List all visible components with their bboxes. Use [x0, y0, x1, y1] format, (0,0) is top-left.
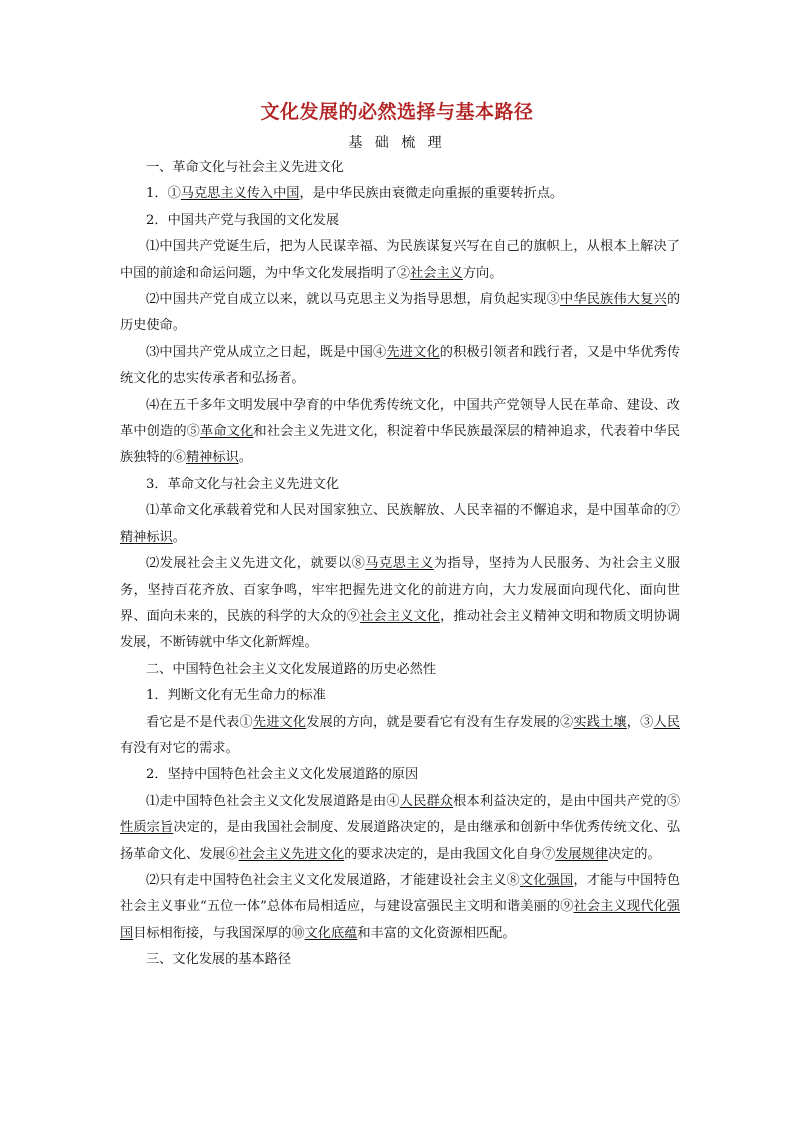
answer-text: 性质宗旨	[120, 820, 174, 836]
paragraph	[120, 657, 680, 683]
answer-text: 先进文化	[386, 344, 440, 360]
paragraph-text: 方向。	[462, 265, 503, 281]
paragraph	[120, 551, 680, 657]
paragraph-text: ⑴走中国特色社会主义文化发展道路是由④	[146, 793, 400, 809]
answer-text: 文化强国	[519, 872, 574, 888]
answer-text: 马克思主义	[365, 556, 434, 572]
answer-text: 文化底蕴	[304, 925, 358, 941]
paragraph-text: 2．坚持中国特色社会主义文化发展道路的原因	[146, 767, 419, 783]
paragraph-text: 。	[238, 450, 252, 466]
paragraph-text: ⑶中国共产党从成立之日起，既是中国④	[146, 344, 387, 360]
paragraph-text: 二、中国特色社会主义文化发展道路的历史必然性	[146, 661, 437, 677]
paragraph	[120, 208, 680, 234]
paragraph-text: 为指导，坚持为人民服务、为社会主义服务，坚持百花齐放、百家争鸣，牢牢把握先进文化的前进方向，大力发展面向现代化、面向世界、面向未来的，民族的科学的大众的⑨	[120, 556, 681, 624]
paragraph-text: ⑷在五千多年文明发展中孕育的中华优秀传统文化，中国共产党领导人民在革命、建设、改革中创造的⑤	[120, 397, 680, 440]
answer-text: 革命文化	[200, 424, 254, 440]
answer-text: 人民群众	[399, 793, 454, 809]
paragraph-text: 的历史使命。	[120, 292, 681, 334]
answer-text: 中华民族伟大复兴	[559, 292, 667, 308]
paragraph	[120, 868, 680, 947]
paragraph	[120, 498, 680, 551]
answer-text: 社会主义现代化强国	[120, 899, 681, 941]
paragraph-text: ，是中华民族由衰微走向重振的重要转折点。	[299, 186, 564, 202]
paragraph-text: 决定的，是由我国社会制度、发展道路决定的，是由继承和创新中华优秀传统文化、弘扬革命文化、发展⑥	[120, 820, 681, 862]
paragraph	[120, 340, 680, 393]
document-title: 文化发展的必然选择与基本路径	[260, 101, 534, 123]
paragraph	[120, 181, 680, 207]
paragraph	[120, 393, 680, 472]
paragraph	[120, 234, 680, 287]
answer-text: 马克思主义传入中国	[180, 186, 300, 202]
paragraph	[120, 789, 680, 868]
answer-text: 先进文化	[252, 714, 307, 730]
paragraph	[120, 472, 680, 498]
paragraph-text: ，才能与中国特色社会主义事业“五位一体”总体布局相适应，与建设富强民主文明和谐美丽的⑨	[120, 872, 681, 915]
paragraph-text: 决定的。	[607, 846, 661, 862]
paragraph	[120, 710, 680, 763]
paragraph-text: 和社会主义先进文化，积淀着中华民族最深层的精神追求，代表着中华民族独特的⑥	[120, 424, 681, 466]
answer-text: 精神标识	[120, 529, 173, 545]
paragraph-text: 和丰富的文化资源相匹配。	[357, 925, 516, 941]
paragraph-text: ⑴革命文化承载着党和人民对国家独立、民族解放、人民幸福的不懈追求，是中国革命的⑦	[146, 503, 680, 519]
paragraph-text: 发展的方向，就是要看它有没有生存发展的②	[306, 714, 574, 730]
paragraph	[120, 287, 680, 340]
paragraph-text: 的积极引领者和践行者，又是中华优秀传统文化的忠实传承者和弘扬者。	[120, 344, 681, 387]
answer-text: 社会主义先进文化	[238, 846, 345, 862]
paragraph-text: ⑵只有走中国特色社会主义文化发展道路，才能建设社会主义⑧	[146, 872, 520, 888]
paragraph-text: 的要求决定的，是由我国文化自身⑦	[344, 846, 556, 862]
paragraph-text: 根本利益决定的，是由中国共产党的⑤	[453, 793, 681, 809]
paragraph-text: ，③	[626, 714, 654, 730]
section-subtitle: 基 础 梳 理	[348, 135, 446, 151]
answer-text: 精神标识	[185, 450, 239, 466]
answer-text: 人民	[653, 714, 681, 730]
paragraph-text: 一、革命文化与社会主义先进文化	[146, 160, 344, 175]
paragraph-text: 1．①	[146, 186, 181, 202]
paragraph-text: 看它是不是代表①	[146, 714, 253, 730]
paragraph	[120, 947, 680, 973]
document-body	[120, 155, 680, 974]
paragraph	[120, 762, 680, 788]
answer-text: 实践土壤	[573, 714, 627, 730]
paragraph-text: ⑵发展社会主义先进文化，就要以⑧	[146, 556, 366, 572]
answer-text: 发展规律	[555, 846, 608, 862]
paragraph-text: 2．中国共产党与我国的文化发展	[146, 212, 340, 228]
paragraph-text: 目标相衔接，与我国深厚的⑩	[133, 925, 305, 941]
paragraph-text: ，推动社会主义精神文明和物质文明协调发展，不断铸就中华文化新辉煌。	[120, 608, 681, 651]
paragraph-text: ⑴中国共产党诞生后，把为人民谋幸福、为民族谋复兴写在自己的旗帜上，从根本上解决了中国的前途和命运问题，为中华文化发展指明了②	[120, 239, 680, 281]
paragraph-text: 1．判断文化有无生命力的标准	[146, 688, 326, 704]
answer-text: 社会主义文化	[360, 608, 441, 624]
paragraph-text: 有没有对它的需求。	[120, 740, 239, 756]
paragraph-text: 三、文化发展的基本路径	[146, 952, 292, 968]
paragraph-text: 。	[172, 529, 186, 545]
paragraph	[120, 155, 680, 181]
paragraph-text: ⑵中国共产党自成立以来，就以马克思主义为指导思想，肩负起实现③	[146, 292, 560, 308]
answer-text: 社会主义	[410, 265, 463, 281]
paragraph-text: 3．革命文化与社会主义先进文化	[146, 476, 340, 492]
paragraph	[120, 683, 680, 709]
